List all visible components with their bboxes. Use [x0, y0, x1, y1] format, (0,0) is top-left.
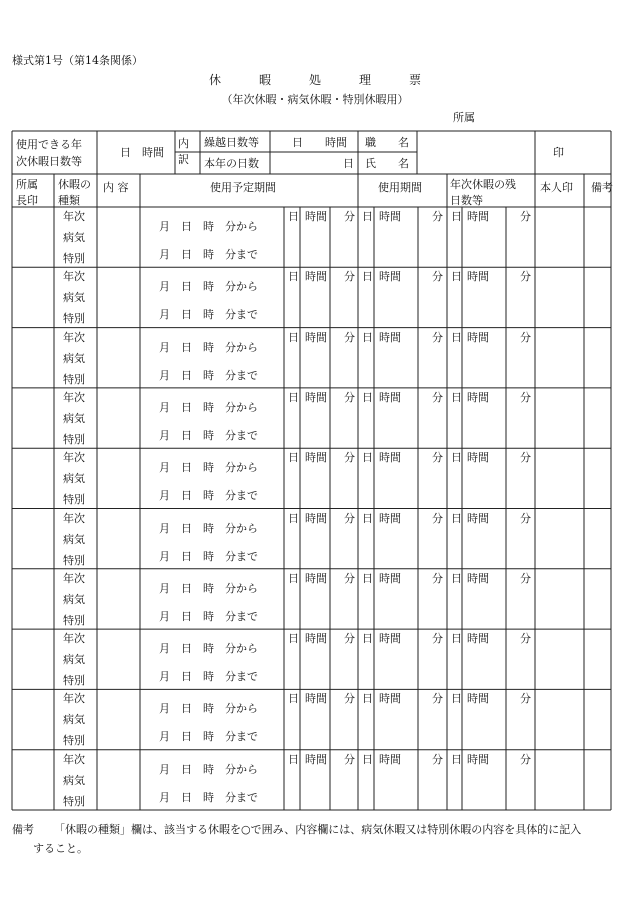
footnote: [12, 820, 581, 858]
day-hour-unit: 日 時間: [120, 146, 164, 159]
unit-day: 日: [288, 692, 299, 706]
leave-type-special: 特別: [63, 553, 85, 567]
breakdown-label: 内 訳: [178, 137, 189, 166]
title-char: 理: [359, 73, 372, 87]
unit-minute: 分: [344, 210, 355, 223]
leave-type-annual: 年次: [63, 511, 85, 525]
leave-type-special: 特別: [63, 372, 85, 386]
unit-minute: 分: [520, 210, 531, 223]
unit-day: 日: [288, 511, 299, 525]
leave-type-annual: 年次: [63, 390, 85, 404]
unit-hour: 時間: [305, 571, 327, 585]
leave-type-sick: 病気: [63, 773, 85, 787]
unit-day: 日: [362, 210, 373, 223]
unit-minute: 分: [520, 270, 531, 284]
leave-type-annual: 年次: [63, 451, 85, 465]
unit-day: 日: [451, 451, 462, 465]
unit-hour: 時間: [467, 511, 489, 525]
carryover-label: 繰越日数等: [204, 136, 259, 149]
unit-day: 日: [451, 390, 462, 404]
leave-type-annual: 年次: [63, 571, 85, 585]
unit-hour: 時間: [305, 692, 327, 706]
unit-minute: 分: [520, 692, 531, 706]
unit-minute: 分: [520, 451, 531, 465]
unit-minute: 分: [432, 511, 443, 525]
leave-type-special: 特別: [63, 734, 85, 748]
leave-type-sick: 病気: [63, 532, 85, 546]
unit-hour: 時間: [379, 330, 401, 344]
period-to: 月 日 時 分まで: [159, 790, 258, 804]
unit-hour: 時間: [305, 390, 327, 404]
unit-day: 日: [451, 632, 462, 646]
unit-hour: 時間: [379, 210, 401, 223]
unit-day: 日: [288, 451, 299, 465]
unit-minute: 分: [344, 752, 355, 766]
this-year-unit: 日: [343, 157, 354, 170]
grid-lines: [12, 131, 611, 810]
col-leave-type: 休暇の 種類: [58, 178, 91, 207]
unit-hour: 時間: [467, 692, 489, 706]
leave-type-special: 特別: [63, 252, 85, 265]
leave-type-sick: 病気: [63, 472, 85, 486]
title-char: 暇: [258, 73, 271, 87]
leave-type-sick: 病気: [63, 231, 85, 244]
unit-minute: 分: [344, 692, 355, 706]
unit-minute: 分: [520, 752, 531, 766]
unit-hour: 時間: [379, 571, 401, 585]
unit-hour: 時間: [305, 632, 327, 646]
period-from: 月 日 時 分から: [159, 220, 258, 233]
leave-type-annual: 年次: [63, 752, 85, 766]
unit-hour: 時間: [305, 210, 327, 223]
unit-day: 日: [288, 330, 299, 344]
col-own-seal: 本人印: [540, 181, 573, 194]
unit-hour: 時間: [379, 692, 401, 706]
period-from: 月 日 時 分から: [159, 280, 258, 294]
col-content: 内 容: [103, 181, 129, 194]
unit-hour: 時間: [305, 451, 327, 465]
unit-day: 日: [451, 210, 462, 223]
unit-day: 日: [288, 270, 299, 284]
unit-hour: 時間: [305, 752, 327, 766]
unit-hour: 時間: [467, 752, 489, 766]
unit-hour: 時間: [305, 270, 327, 284]
unit-minute: 分: [432, 210, 443, 223]
period-to: 月 日 時 分まで: [159, 609, 258, 623]
leave-type-annual: 年次: [63, 692, 85, 706]
period-from: 月 日 時 分から: [159, 642, 258, 656]
period-from: 月 日 時 分から: [159, 762, 258, 776]
unit-hour: 時間: [467, 270, 489, 284]
unit-minute: 分: [432, 692, 443, 706]
unit-day: 日: [288, 390, 299, 404]
unit-day: 日: [451, 270, 462, 284]
leave-type-sick: 病気: [63, 351, 85, 365]
leave-type-annual: 年次: [63, 330, 85, 344]
period-from: 月 日 時 分から: [159, 581, 258, 595]
unit-day: 日: [451, 330, 462, 344]
leave-type-special: 特別: [63, 613, 85, 627]
unit-day: 日: [288, 632, 299, 646]
col-planned-period: 使用予定期間: [210, 181, 276, 194]
leave-type-annual: 年次: [63, 270, 85, 284]
unit-minute: 分: [344, 451, 355, 465]
note-label: 備考: [12, 823, 34, 836]
leave-type-special: 特別: [63, 794, 85, 808]
unit-hour: 時間: [305, 511, 327, 525]
unit-hour: 時間: [467, 330, 489, 344]
period-from: 月 日 時 分から: [159, 340, 258, 354]
unit-day: 日: [362, 511, 373, 525]
unit-hour: 時間: [379, 451, 401, 465]
unit-hour: 時間: [379, 270, 401, 284]
leave-type-special: 特別: [63, 312, 85, 326]
unit-minute: 分: [432, 390, 443, 404]
unit-minute: 分: [344, 390, 355, 404]
leave-type-sick: 病気: [63, 291, 85, 305]
period-from: 月 日 時 分から: [159, 702, 258, 716]
unit-minute: 分: [344, 270, 355, 284]
leave-type-sick: 病気: [63, 653, 85, 667]
page-subtitle: （年次休暇・病気休暇・特別休暇用）: [221, 93, 409, 106]
period-to: 月 日 時 分まで: [159, 368, 258, 382]
unit-hour: 時間: [467, 632, 489, 646]
this-year-label: 本年の日数: [204, 157, 259, 170]
note-text-2: すること。: [33, 842, 88, 855]
position-label: 職 名: [365, 136, 409, 149]
unit-minute: 分: [432, 451, 443, 465]
leave-type-annual: 年次: [63, 210, 85, 223]
unit-minute: 分: [432, 330, 443, 344]
unit-day: 日: [288, 571, 299, 585]
unit-minute: 分: [344, 632, 355, 646]
unit-day: 日: [362, 692, 373, 706]
form-number: 様式第1号（第14条関係）: [12, 54, 143, 67]
leave-type-sick: 病気: [63, 592, 85, 606]
col-chief-seal: 所属 長印: [16, 178, 38, 207]
unit-day: 日: [362, 390, 373, 404]
unit-day: 日: [362, 571, 373, 585]
leave-type-special: 特別: [63, 432, 85, 446]
available-days-label: 使用できる年 次休暇日数等: [16, 138, 82, 168]
leave-type-special: 特別: [63, 493, 85, 507]
title-char: 処: [308, 73, 321, 87]
period-to: 月 日 時 分まで: [159, 670, 258, 684]
unit-hour: 時間: [379, 632, 401, 646]
title-char: 票: [409, 73, 422, 87]
title-char: 休: [208, 73, 221, 87]
unit-day: 日: [288, 752, 299, 766]
unit-minute: 分: [520, 511, 531, 525]
unit-hour: 時間: [467, 451, 489, 465]
unit-hour: 時間: [379, 390, 401, 404]
period-from: 月 日 時 分から: [159, 521, 258, 535]
unit-minute: 分: [432, 270, 443, 284]
period-to: 月 日 時 分まで: [159, 308, 258, 322]
leave-type-special: 特別: [63, 674, 85, 688]
period-to: 月 日 時 分まで: [159, 730, 258, 744]
col-used-period: 使用期間: [378, 181, 422, 194]
carryover-unit: 日 時間: [292, 136, 347, 149]
unit-day: 日: [362, 632, 373, 646]
unit-day: 日: [362, 451, 373, 465]
unit-minute: 分: [344, 571, 355, 585]
note-text: 「休暇の種類」欄は、該当する休暇を○で囲み、内容欄には、病気休暇又は特別休暇の内容を具体的に記入: [54, 823, 582, 836]
unit-minute: 分: [344, 511, 355, 525]
unit-day: 日: [451, 511, 462, 525]
unit-day: 日: [451, 692, 462, 706]
affiliation-label: 所属: [453, 111, 475, 124]
leave-type-sick: 病気: [63, 713, 85, 727]
unit-minute: 分: [432, 571, 443, 585]
period-to: 月 日 時 分まで: [159, 248, 258, 261]
unit-minute: 分: [432, 752, 443, 766]
leave-type-sick: 病気: [63, 411, 85, 425]
name-label: 氏 名: [365, 157, 409, 170]
period-to: 月 日 時 分まで: [159, 428, 258, 442]
unit-minute: 分: [520, 390, 531, 404]
unit-hour: 時間: [467, 210, 489, 223]
unit-day: 日: [362, 330, 373, 344]
leave-type-annual: 年次: [63, 632, 85, 646]
unit-hour: 時間: [379, 752, 401, 766]
unit-day: 日: [451, 752, 462, 766]
col-remarks: 備考: [591, 181, 613, 194]
unit-minute: 分: [344, 330, 355, 344]
period-from: 月 日 時 分から: [159, 400, 258, 414]
unit-day: 日: [362, 270, 373, 284]
unit-day: 日: [288, 210, 299, 223]
seal-label: 印: [553, 146, 564, 159]
period-to: 月 日 時 分まで: [159, 489, 258, 503]
period-from: 月 日 時 分から: [159, 461, 258, 475]
unit-minute: 分: [520, 571, 531, 585]
unit-hour: 時間: [305, 330, 327, 344]
unit-minute: 分: [520, 632, 531, 646]
unit-hour: 時間: [467, 571, 489, 585]
unit-day: 日: [362, 752, 373, 766]
unit-hour: 時間: [379, 511, 401, 525]
unit-day: 日: [451, 571, 462, 585]
unit-minute: 分: [432, 632, 443, 646]
unit-hour: 時間: [467, 390, 489, 404]
period-to: 月 日 時 分まで: [159, 549, 258, 563]
col-remaining: 年次休暇の残 日数等: [450, 178, 516, 207]
unit-minute: 分: [520, 330, 531, 344]
